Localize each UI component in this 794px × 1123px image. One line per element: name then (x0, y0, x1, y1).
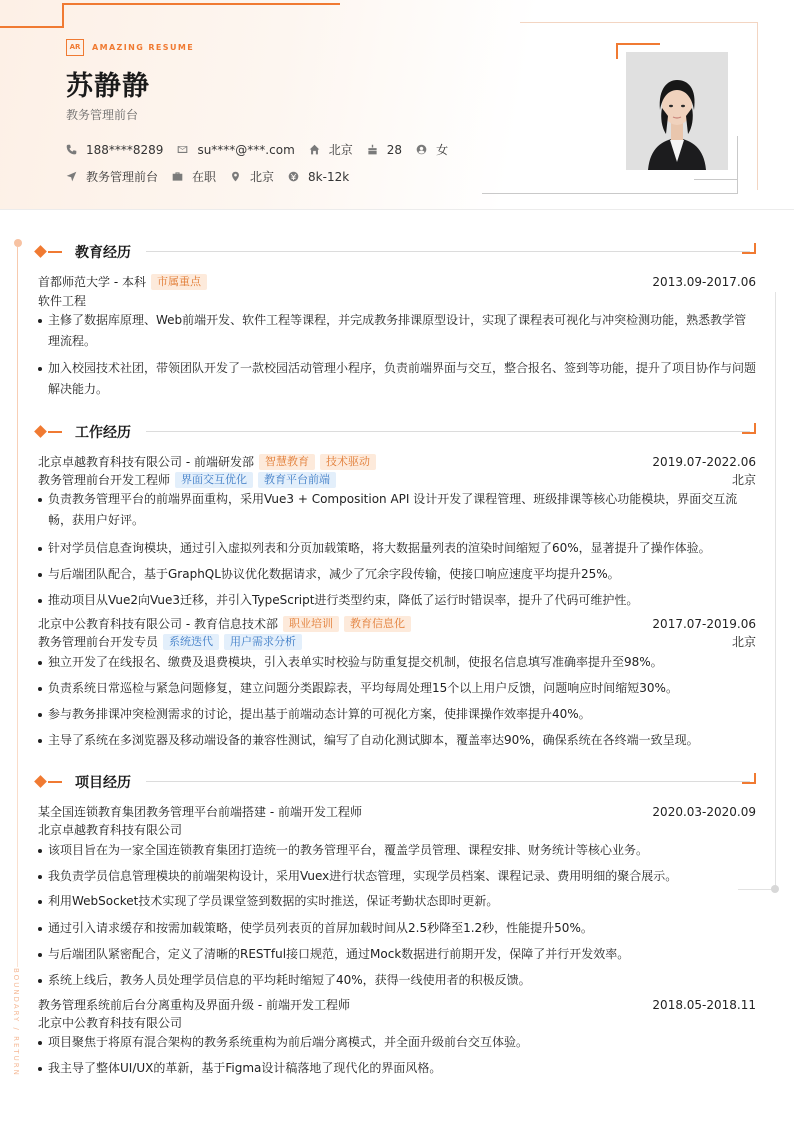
project-name: 教务管理系统前后台分离重构及界面升级 - 前端开发工程师 (38, 998, 350, 1012)
role-tag: 教育平台前端 (258, 472, 336, 488)
list-item: 与后端团队配合，基于GraphQL协议优化数据请求，减少了冗余字段传输，使接口响应速度平均提升25%。 (38, 564, 756, 585)
rail-dot (14, 239, 22, 247)
right-rail-line (775, 292, 776, 888)
work-city: 北京 (731, 473, 756, 487)
list-item: 我主导了整体UI/UX的革新，基于Figma设计稿落地了现代化的界面风格。 (38, 1058, 756, 1079)
mail-icon (177, 144, 188, 155)
profile-photo (626, 52, 728, 170)
briefcase-icon (172, 171, 183, 182)
money-icon (288, 171, 299, 182)
role-tag: 界面交互优化 (175, 472, 253, 488)
list-item: 该项目旨在为一家全国连锁教育集团打造统一的教务管理平台，覆盖学员管理、课程安排、财务统计等核心业务。 (38, 840, 756, 861)
resume-tagline: AMAZING RESUME (92, 43, 195, 52)
salary-value: 8k-12k (308, 169, 350, 184)
city-item (309, 141, 353, 158)
corner-decor (742, 773, 756, 784)
decor-line (0, 26, 64, 28)
section-divider (146, 431, 750, 432)
company-tag: 智慧教育 (259, 454, 315, 470)
list-item: 我负责学员信息管理模块的前端架构设计，采用Vuex进行状态管理，实现学员档案、课程记录、费用明细的聚合展示。 (38, 866, 756, 887)
job-intent-value: 教务管理前台 (86, 170, 159, 184)
section-title: 项目经历 (75, 775, 131, 791)
section-title: 工作经历 (75, 425, 131, 441)
education-entry-header (38, 273, 756, 290)
list-item: 独立开发了在线报名、缴费及退费模块，引入表单实时校验与防重复提交机制，使报名信息填写准确率提升至98%。 (38, 652, 756, 673)
phone-value: 188****8289 (86, 142, 164, 157)
location-pin-icon (230, 171, 241, 182)
list-item: 项目聚焦于将原有混合架构的教务系统重构为前后端分离模式，并全面升级前台交互体验。 (38, 1032, 756, 1053)
contact-row (66, 141, 462, 158)
company-name: 北京中公教育科技有限公司 - 教育信息技术部 (38, 617, 278, 631)
role-name: 教务管理前台开发工程师 (38, 473, 171, 487)
project-org-row (38, 821, 756, 838)
resume-header (0, 0, 794, 210)
email-item (177, 143, 294, 157)
list-item: 针对学员信息查询模块，通过引入虚拟列表和分页加载策略，将大数据量列表的渲染时间缩短了60%，显著提升了操作体验。 (38, 538, 756, 559)
list-item: 负责教务管理平台的前端界面重构，采用Vue3 + Composition API 设计开发了课程管理、班级排课等核心功能模块，界面交互流畅，获用户好评。 (38, 489, 756, 531)
job-intent-item (66, 168, 158, 185)
city-value: 北京 (328, 143, 353, 157)
work-role-row (38, 633, 756, 650)
right-rail-line (738, 889, 774, 890)
education-major-row (38, 292, 756, 309)
cake-icon (367, 144, 378, 155)
project-entry-header (38, 803, 756, 820)
list-item: 推动项目从Vue2向Vue3迁移，并引入TypeScript进行类型约束，降低了运行时错误率，提升了代码可维护性。 (38, 590, 756, 611)
work-date: 2019.07-2022.06 (652, 454, 756, 469)
send-icon (66, 171, 77, 182)
decor-dash (48, 431, 62, 433)
work-city: 北京 (731, 635, 756, 649)
major: 软件工程 (38, 294, 87, 308)
right-rail-dot (771, 885, 779, 893)
work-date: 2017.07-2019.06 (652, 616, 756, 631)
company-name: 北京卓越教育科技有限公司 - 前端研发部 (38, 455, 254, 469)
phone-icon (66, 144, 77, 155)
list-item: 主导了系统在多浏览器及移动端设备的兼容性测试，编写了自动化测试脚本，覆盖率达90%，确保系统在各终端一致呈现。 (38, 730, 756, 751)
diamond-icon (34, 775, 47, 788)
project-date: 2018.05-2018.11 (652, 997, 756, 1012)
project-org-row (38, 1014, 756, 1031)
intent-city-item (230, 168, 274, 185)
rail-line (17, 247, 18, 967)
section-projects-header (36, 771, 756, 791)
section-divider (146, 781, 750, 782)
gender-item (416, 141, 448, 158)
intent-row (66, 168, 363, 185)
list-item: 负责系统日常巡检与紧急问题修复，建立问题分类跟踪表，平均每周处理15个以上用户反馈，问题响应时间缩短30%。 (38, 678, 756, 699)
project-entry-header (38, 996, 756, 1013)
decor-line (62, 4, 64, 28)
status-item (172, 168, 216, 185)
user-circle-icon (416, 144, 427, 155)
school-name: 首都师范大学 - 本科 (38, 275, 146, 289)
corner-decor (742, 423, 756, 434)
corner-decor (742, 243, 756, 254)
role-name: 教务管理前台开发专员 (38, 635, 159, 649)
candidate-name: 苏静静 (66, 71, 150, 102)
salary-item (288, 170, 349, 184)
list-item: 通过引入请求缓存和按需加载策略，使学员列表页的首屏加载时间从2.5秒降至1.2秒，性能提升50%。 (38, 918, 756, 939)
diamond-icon (34, 425, 47, 438)
company-tag: 技术驱动 (320, 454, 376, 470)
section-work-header (36, 421, 756, 441)
list-item: 加入校园技术社团，带领团队开发了一款校园活动管理小程序，负责前端界面与交互，整合报名、签到等功能，提升了项目协作与问题解决能力。 (38, 358, 756, 400)
email-value: su****@***.com (197, 142, 295, 157)
candidate-position: 教务管理前台 (66, 108, 139, 122)
list-item: 系统上线后，教务人员处理学员信息的平均耗时缩短了40%，获得一线使用者的积极反馈。 (38, 970, 756, 991)
phone-item (66, 143, 163, 157)
work-entry-header (38, 453, 756, 470)
role-tag: 系统迭代 (163, 634, 219, 650)
age-item (367, 143, 402, 157)
list-item: 与后端团队紧密配合，定义了清晰的RESTful接口规范，通过Mock数据进行前期开发，保障了并行开发效率。 (38, 944, 756, 965)
list-item: 利用WebSocket技术实现了学员课堂签到数据的实时推送，保证考勤状态即时更新。 (38, 891, 756, 912)
section-education-header (36, 241, 756, 261)
list-item: 参与教务排课冲突检测需求的讨论，提出基于前端动态计算的可视化方案，使排课操作效率提升40%。 (38, 704, 756, 725)
project-date: 2020.03-2020.09 (652, 804, 756, 819)
decor-dash (48, 251, 62, 253)
resume-badge: AR (66, 39, 84, 56)
age-value: 28 (386, 142, 403, 157)
school-tag: 市属重点 (151, 274, 207, 290)
education-date: 2013.09-2017.06 (652, 274, 756, 289)
project-name: 某全国连锁教育集团教务管理平台前端搭建 - 前端开发工程师 (38, 805, 362, 819)
decor-dash (48, 781, 62, 783)
project-org: 北京中公教育科技有限公司 (38, 1016, 183, 1030)
project-org: 北京卓越教育科技有限公司 (38, 823, 183, 837)
company-tag: 教育信息化 (344, 616, 411, 632)
list-item: 主修了数据库原理、Web前端开发、软件工程等课程，并完成教务排课原型设计，实现了课程表可视化与冲突检测功能，熟悉教学管理流程。 (38, 310, 756, 352)
section-title: 教育经历 (75, 245, 131, 261)
section-divider (146, 251, 750, 252)
gender-value: 女 (436, 143, 449, 157)
company-tag: 职业培训 (283, 616, 339, 632)
decor-line (62, 3, 340, 5)
diamond-icon (34, 245, 47, 258)
home-icon (309, 144, 320, 155)
status-value: 在职 (192, 170, 217, 184)
work-entry-header (38, 615, 756, 632)
intent-city-value: 北京 (250, 170, 275, 184)
role-tag: 用户需求分析 (224, 634, 302, 650)
work-role-row (38, 471, 756, 488)
rail-label: BOUNDARY / RETURN (12, 968, 20, 1077)
